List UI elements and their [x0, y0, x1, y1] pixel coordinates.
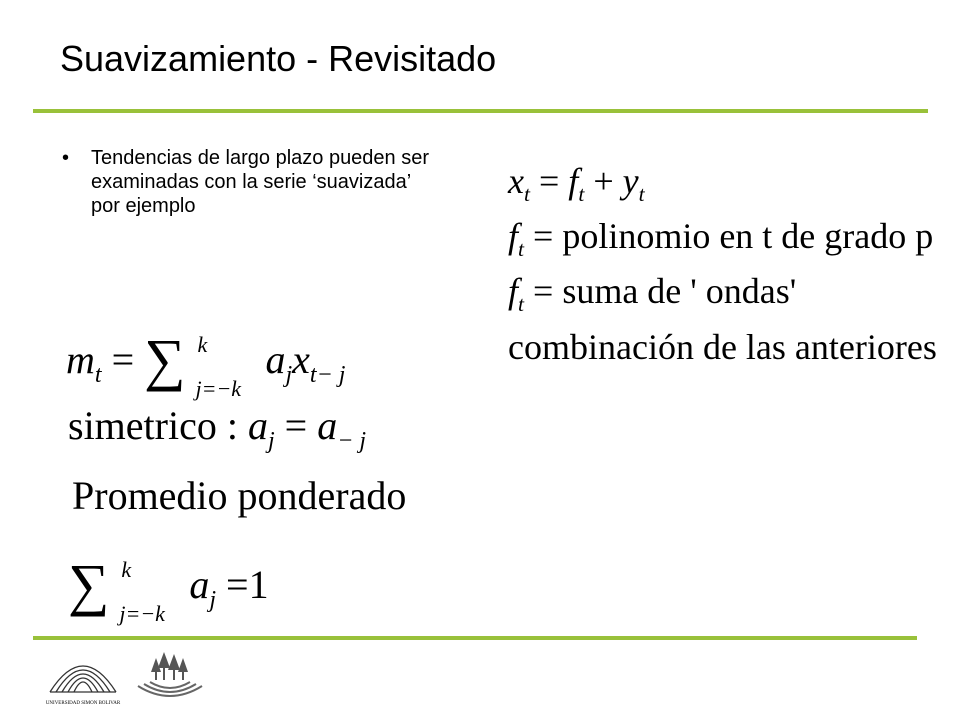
- bullet-dot-icon: •: [62, 147, 70, 169]
- sim-a-sub: j: [267, 428, 275, 454]
- polynomial-equation: [508, 215, 934, 262]
- eq1-y: y: [622, 161, 639, 201]
- sum-limits: [195, 331, 255, 401]
- waves-equation: [508, 270, 797, 317]
- eq3-f-sub: t: [518, 292, 525, 317]
- bullet-item: [62, 146, 442, 218]
- sum-upper: k: [197, 331, 208, 357]
- eq-m-sub: t: [94, 362, 102, 388]
- eq-x-sub: t− j: [309, 362, 346, 388]
- eq1-equals: =: [529, 161, 569, 201]
- slide-title: Suavizamiento - Revisitado: [60, 38, 497, 79]
- eq-a-sub: j: [285, 362, 293, 388]
- combination-text: combinación de las anteriores: [508, 327, 937, 367]
- weights-sum-limits: [119, 556, 179, 626]
- symmetric-equation: [68, 402, 367, 454]
- secondary-logo: [130, 646, 210, 706]
- bullet-text: Tendencias de largo plazo pueden ser examinadas con la serie ‘suavizada’ por ejemplo: [91, 147, 430, 217]
- moving-average-equation: [66, 320, 346, 401]
- university-dome-icon: [44, 646, 122, 696]
- eq-equals: =: [111, 337, 135, 382]
- eq1-plus: +: [584, 161, 623, 201]
- eq2-rhs: = polinomio en t de grado p: [524, 216, 934, 256]
- trees-emblem-icon: [130, 646, 210, 704]
- weights-sum-lower: j=−k: [119, 600, 165, 626]
- sum-lower: j=−k: [195, 375, 242, 401]
- weights-sum-symbol: ∑: [68, 552, 110, 617]
- sim-equals: =: [284, 403, 308, 448]
- weighted-average-label: Promedio ponderado: [72, 473, 407, 518]
- sim-rhs: a: [317, 403, 338, 448]
- eq1-f: f: [568, 161, 579, 201]
- title-divider: [33, 109, 928, 113]
- weights-sum-upper: k: [121, 556, 132, 582]
- sim-rhs-sub: − j: [337, 428, 367, 454]
- eq-a: a: [265, 337, 286, 382]
- footer-divider: [33, 636, 917, 640]
- eq1-x: x: [508, 161, 524, 201]
- eq-x: x: [292, 337, 310, 382]
- eq1-f-sub: t: [578, 182, 585, 207]
- sim-label: simetrico :: [68, 403, 238, 448]
- eq-m: m: [66, 337, 95, 382]
- sim-a: a: [247, 403, 268, 448]
- university-logo: [44, 646, 122, 706]
- eq3-rhs: = suma de ' ondas': [524, 271, 797, 311]
- university-logo-caption: UNIVERSIDAD SIMON BOLIVAR: [45, 701, 121, 706]
- eq2-f: f: [508, 216, 519, 256]
- eq1-y-sub: t: [638, 182, 645, 207]
- sum-symbol: ∑: [144, 327, 186, 392]
- eq1-x-sub: t: [523, 182, 530, 207]
- weights-sum-equation: [68, 545, 269, 626]
- eq2-f-sub: t: [518, 237, 525, 262]
- eq3-f: f: [508, 271, 519, 311]
- weights-a: a: [189, 562, 210, 607]
- weights-rhs: =1: [226, 562, 269, 607]
- weights-a-sub: j: [209, 587, 217, 613]
- decomposition-equation: [508, 160, 645, 207]
